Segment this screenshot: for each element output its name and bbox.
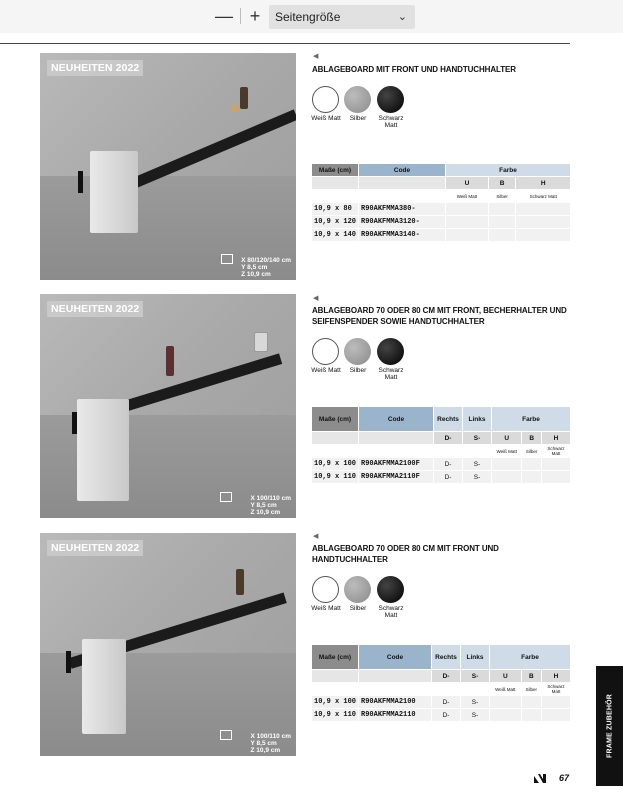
dim-z: Z 10,9 cm bbox=[250, 747, 281, 754]
dim-y: Y 8,5 cm bbox=[250, 740, 277, 747]
news-badge: NEUHEITEN 2022 bbox=[47, 540, 143, 556]
left-cell: S- bbox=[461, 696, 489, 708]
code-cell: R90AKFMMA2110 bbox=[359, 709, 431, 721]
table-row bbox=[312, 229, 570, 241]
right-cell: D- bbox=[432, 709, 460, 721]
col-header: Farbe bbox=[492, 407, 570, 431]
code-cell: R90AKFMMA3140- bbox=[359, 229, 445, 241]
swatch-black bbox=[377, 338, 404, 365]
color-name: Silber bbox=[489, 190, 516, 202]
color-code: H bbox=[542, 670, 570, 682]
color-name: Weiß Matt bbox=[446, 190, 488, 202]
dim-z: Z 10,9 cm bbox=[241, 271, 271, 278]
swatch-silver bbox=[344, 86, 371, 113]
product-title: ABLAGEBOARD 70 ODER 80 CM MIT FRONT UND HANDTUCHHALTER bbox=[312, 543, 499, 564]
bottle bbox=[236, 569, 244, 595]
page-size-value: Seitengröße bbox=[275, 10, 341, 24]
table-row bbox=[312, 458, 570, 470]
col-header: Rechts bbox=[434, 407, 462, 431]
swatch-label: Weiß Matt bbox=[311, 605, 341, 612]
size-cell: 10,9 x 100 bbox=[314, 698, 357, 706]
swatch-label: Schwarz Matt bbox=[378, 605, 404, 619]
col-header: Links bbox=[463, 407, 491, 431]
table-row bbox=[312, 709, 570, 721]
zoom-out-button[interactable]: — bbox=[215, 6, 233, 26]
dimensions-icon bbox=[221, 254, 233, 264]
color-code: B bbox=[522, 432, 541, 444]
code-cell: R90AKFMMA2110F bbox=[359, 471, 433, 483]
news-badge: NEUHEITEN 2022 bbox=[47, 60, 143, 76]
col-header: Farbe bbox=[490, 645, 570, 669]
dimensions bbox=[241, 257, 291, 278]
dim-x: X 100/110 cm bbox=[250, 495, 291, 502]
col-header: Maße (cm) bbox=[312, 645, 358, 669]
color-code: H bbox=[542, 432, 570, 444]
product-title: ABLAGEBOARD MIT FRONT UND HANDTUCHHALTER bbox=[312, 64, 516, 74]
code-cell: R90AKFMMA380- bbox=[359, 203, 445, 215]
size-cell: 10,9 x 100 bbox=[314, 460, 357, 468]
table-row bbox=[312, 203, 570, 215]
size-cell: 10,9 x 110 bbox=[314, 473, 357, 481]
code-cell: R90AKFMMA2100 bbox=[359, 696, 431, 708]
dimensions-icon bbox=[220, 730, 232, 740]
color-code: B bbox=[489, 177, 516, 189]
dimensions bbox=[251, 733, 291, 754]
spec-table bbox=[311, 644, 571, 722]
color-code: U bbox=[490, 670, 521, 682]
swatch-label: Weiß Matt bbox=[311, 115, 341, 122]
color-name: Schwarz Matt bbox=[516, 190, 570, 202]
dim-y: Y 8,5 cm bbox=[241, 264, 268, 271]
pdf-toolbar bbox=[0, 0, 623, 33]
left-cell: S- bbox=[463, 471, 491, 483]
dim-x: X 100/110 cm bbox=[250, 733, 291, 740]
col-header: Links bbox=[461, 645, 489, 669]
side-code: D- bbox=[434, 432, 462, 444]
dimensions bbox=[251, 495, 291, 516]
bottle bbox=[240, 87, 248, 109]
size-cell: 10,9 x 120 bbox=[314, 218, 357, 226]
color-code: U bbox=[492, 432, 521, 444]
col-header: Maße (cm) bbox=[312, 407, 358, 431]
dimensions-icon bbox=[220, 492, 232, 502]
product-photo-1 bbox=[40, 53, 296, 280]
toolbar-divider bbox=[240, 8, 241, 24]
towel bbox=[90, 151, 138, 233]
size-cell: 10,9 x 110 bbox=[314, 711, 357, 719]
color-name: Weiß Matt bbox=[492, 445, 521, 457]
swatch-label: Schwarz Matt bbox=[378, 115, 404, 129]
col-header: Maße (cm) bbox=[312, 164, 358, 176]
size-cell: 10,9 x 140 bbox=[314, 231, 357, 239]
brand-logo-icon bbox=[534, 774, 546, 783]
side-code: D- bbox=[432, 670, 460, 682]
towel bbox=[82, 639, 126, 734]
soap bbox=[230, 105, 240, 112]
swatch-black bbox=[377, 576, 404, 603]
swatch-label: Silber bbox=[349, 605, 367, 612]
left-cell: S- bbox=[463, 458, 491, 470]
code-cell: R90AKFMMA3120- bbox=[359, 216, 445, 228]
right-cell: D- bbox=[432, 696, 460, 708]
color-name: Schwarz Matt bbox=[542, 445, 570, 457]
swatch-label: Schwarz Matt bbox=[378, 367, 404, 381]
color-name: Silber bbox=[522, 683, 541, 695]
news-badge: NEUHEITEN 2022 bbox=[47, 301, 143, 317]
arrow-left-icon: ◀ bbox=[313, 295, 319, 302]
swatch-label: Weiß Matt bbox=[311, 367, 341, 374]
chevron-down-icon: ⌄ bbox=[397, 11, 407, 23]
col-header: Code bbox=[359, 645, 431, 669]
table-row bbox=[312, 471, 570, 483]
section-tab bbox=[596, 666, 623, 786]
right-cell: D- bbox=[434, 458, 462, 470]
cup bbox=[254, 332, 268, 352]
col-header: Code bbox=[359, 164, 445, 176]
arrow-left-icon: ◀ bbox=[313, 53, 319, 60]
table-row bbox=[312, 216, 570, 228]
color-code: U bbox=[446, 177, 488, 189]
header-rule bbox=[0, 43, 570, 44]
zoom-in-button[interactable]: + bbox=[249, 6, 261, 26]
dim-z: Z 10,9 cm bbox=[250, 509, 281, 516]
code-cell: R90AKFMMA2100F bbox=[359, 458, 433, 470]
swatch-silver bbox=[344, 576, 371, 603]
section-tab-label: FRAME ZUBEHÖR bbox=[606, 693, 613, 759]
page-number: 67 bbox=[559, 773, 570, 783]
swatch-label: Silber bbox=[349, 367, 367, 374]
arrow-left-icon: ◀ bbox=[313, 533, 319, 540]
col-header: Rechts bbox=[432, 645, 460, 669]
color-code: H bbox=[516, 177, 570, 189]
dim-y: Y 8,5 cm bbox=[250, 502, 277, 509]
col-header: Code bbox=[359, 407, 433, 431]
swatch-label: Silber bbox=[349, 115, 367, 122]
right-cell: D- bbox=[434, 471, 462, 483]
towel-bar bbox=[66, 651, 71, 673]
swatch-white bbox=[312, 576, 339, 603]
size-cell: 10,9 x 80 bbox=[312, 203, 358, 215]
left-cell: S- bbox=[461, 709, 489, 721]
swatch-white bbox=[312, 86, 339, 113]
swatch-black bbox=[377, 86, 404, 113]
table-row bbox=[312, 696, 570, 708]
color-name: Schwarz Matt bbox=[542, 683, 570, 695]
towel-bar bbox=[78, 171, 83, 193]
page-size-select[interactable] bbox=[269, 5, 415, 29]
bottle bbox=[166, 346, 174, 376]
spec-table bbox=[311, 163, 571, 242]
col-header: Farbe bbox=[446, 164, 570, 176]
dim-x: X 80/120/140 cm bbox=[241, 257, 291, 264]
color-name: Silber bbox=[522, 445, 541, 457]
swatch-silver bbox=[344, 338, 371, 365]
spec-table bbox=[311, 406, 571, 484]
color-code: B bbox=[522, 670, 541, 682]
product-photo-2 bbox=[40, 294, 296, 518]
product-photo-3 bbox=[40, 533, 296, 756]
side-code: S- bbox=[461, 670, 489, 682]
towel bbox=[77, 399, 129, 501]
product-title: ABLAGEBOARD 70 ODER 80 CM MIT FRONT, BECHERHALTER UND SEIFENSPENDER SOWIE HANDTUCHHALTER bbox=[312, 305, 567, 326]
side-code: S- bbox=[463, 432, 491, 444]
color-name: Weiß Matt bbox=[490, 683, 521, 695]
swatch-white bbox=[312, 338, 339, 365]
